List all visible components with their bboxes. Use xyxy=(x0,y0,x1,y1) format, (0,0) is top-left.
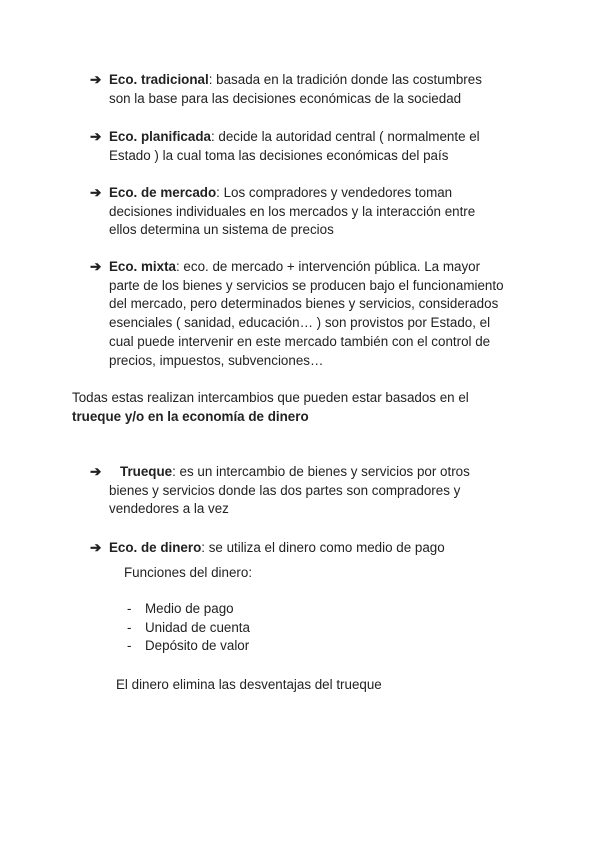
list-item-eco-tradicional: ➔ Eco. tradicional: basada en la tradición donde las costumbres son la base para las decisiones económicas de la sociedad xyxy=(90,72,482,106)
arrow-bullet-icon: ➔ xyxy=(90,464,102,479)
list-item-eco-mixta: ➔ Eco. mixta: eco. de mercado + intervención pública. La mayor parte de los bienes y servicios se producen bajo el funcionamiento del mercado, pero determinados bienes y servicios, considerados esenciales ( sanidad, educación… ) son provistos por Estado, el cual puede intervenir en este mercado también con el control de precios, impuestos, subvenciones… xyxy=(90,259,504,368)
summary-paragraph: Todas estas realizan intercambios que pueden estar basados en el trueque y/o en la economía de dinero xyxy=(72,390,469,424)
term: Eco. de dinero xyxy=(109,540,202,555)
term: Trueque xyxy=(120,464,173,479)
list-item: - Depósito de valor xyxy=(127,638,250,653)
list-item-eco-de-dinero: ➔ Eco. de dinero: se utiliza el dinero como medio de pago xyxy=(90,539,530,558)
term: Eco. mixta xyxy=(109,259,176,274)
list-item: - Medio de pago xyxy=(127,601,234,616)
arrow-bullet-icon: ➔ xyxy=(90,540,102,555)
arrow-bullet-icon: ➔ xyxy=(90,72,102,87)
funciones-heading: Funciones del dinero: xyxy=(124,565,253,580)
list-item: - Unidad de cuenta xyxy=(127,620,250,635)
closing-text: El dinero elimina las desventajas del trueque xyxy=(116,677,382,692)
list-item-eco-de-mercado: ➔ Eco. de mercado: Los compradores y vendedores toman decisiones individuales en los mercados y la interacción entre ellos determina un sistema de precios xyxy=(90,185,476,238)
term: Eco. planificada xyxy=(109,129,211,144)
list-item-eco-planificada: ➔ Eco. planificada: decide la autoridad central ( normalmente el Estado ) la cual toma las decisiones económicas del país xyxy=(90,129,480,163)
arrow-bullet-icon: ➔ xyxy=(90,129,102,144)
term: Eco. tradicional xyxy=(109,72,209,87)
arrow-bullet-icon: ➔ xyxy=(90,185,102,200)
list-item-trueque: ➔ Trueque: es un intercambio de bienes y servicios por otros bienes y servicios donde las dos partes son compradores y vendedores a la vez xyxy=(90,464,470,517)
term: Eco. de mercado xyxy=(109,185,217,200)
arrow-bullet-icon: ➔ xyxy=(90,259,102,274)
